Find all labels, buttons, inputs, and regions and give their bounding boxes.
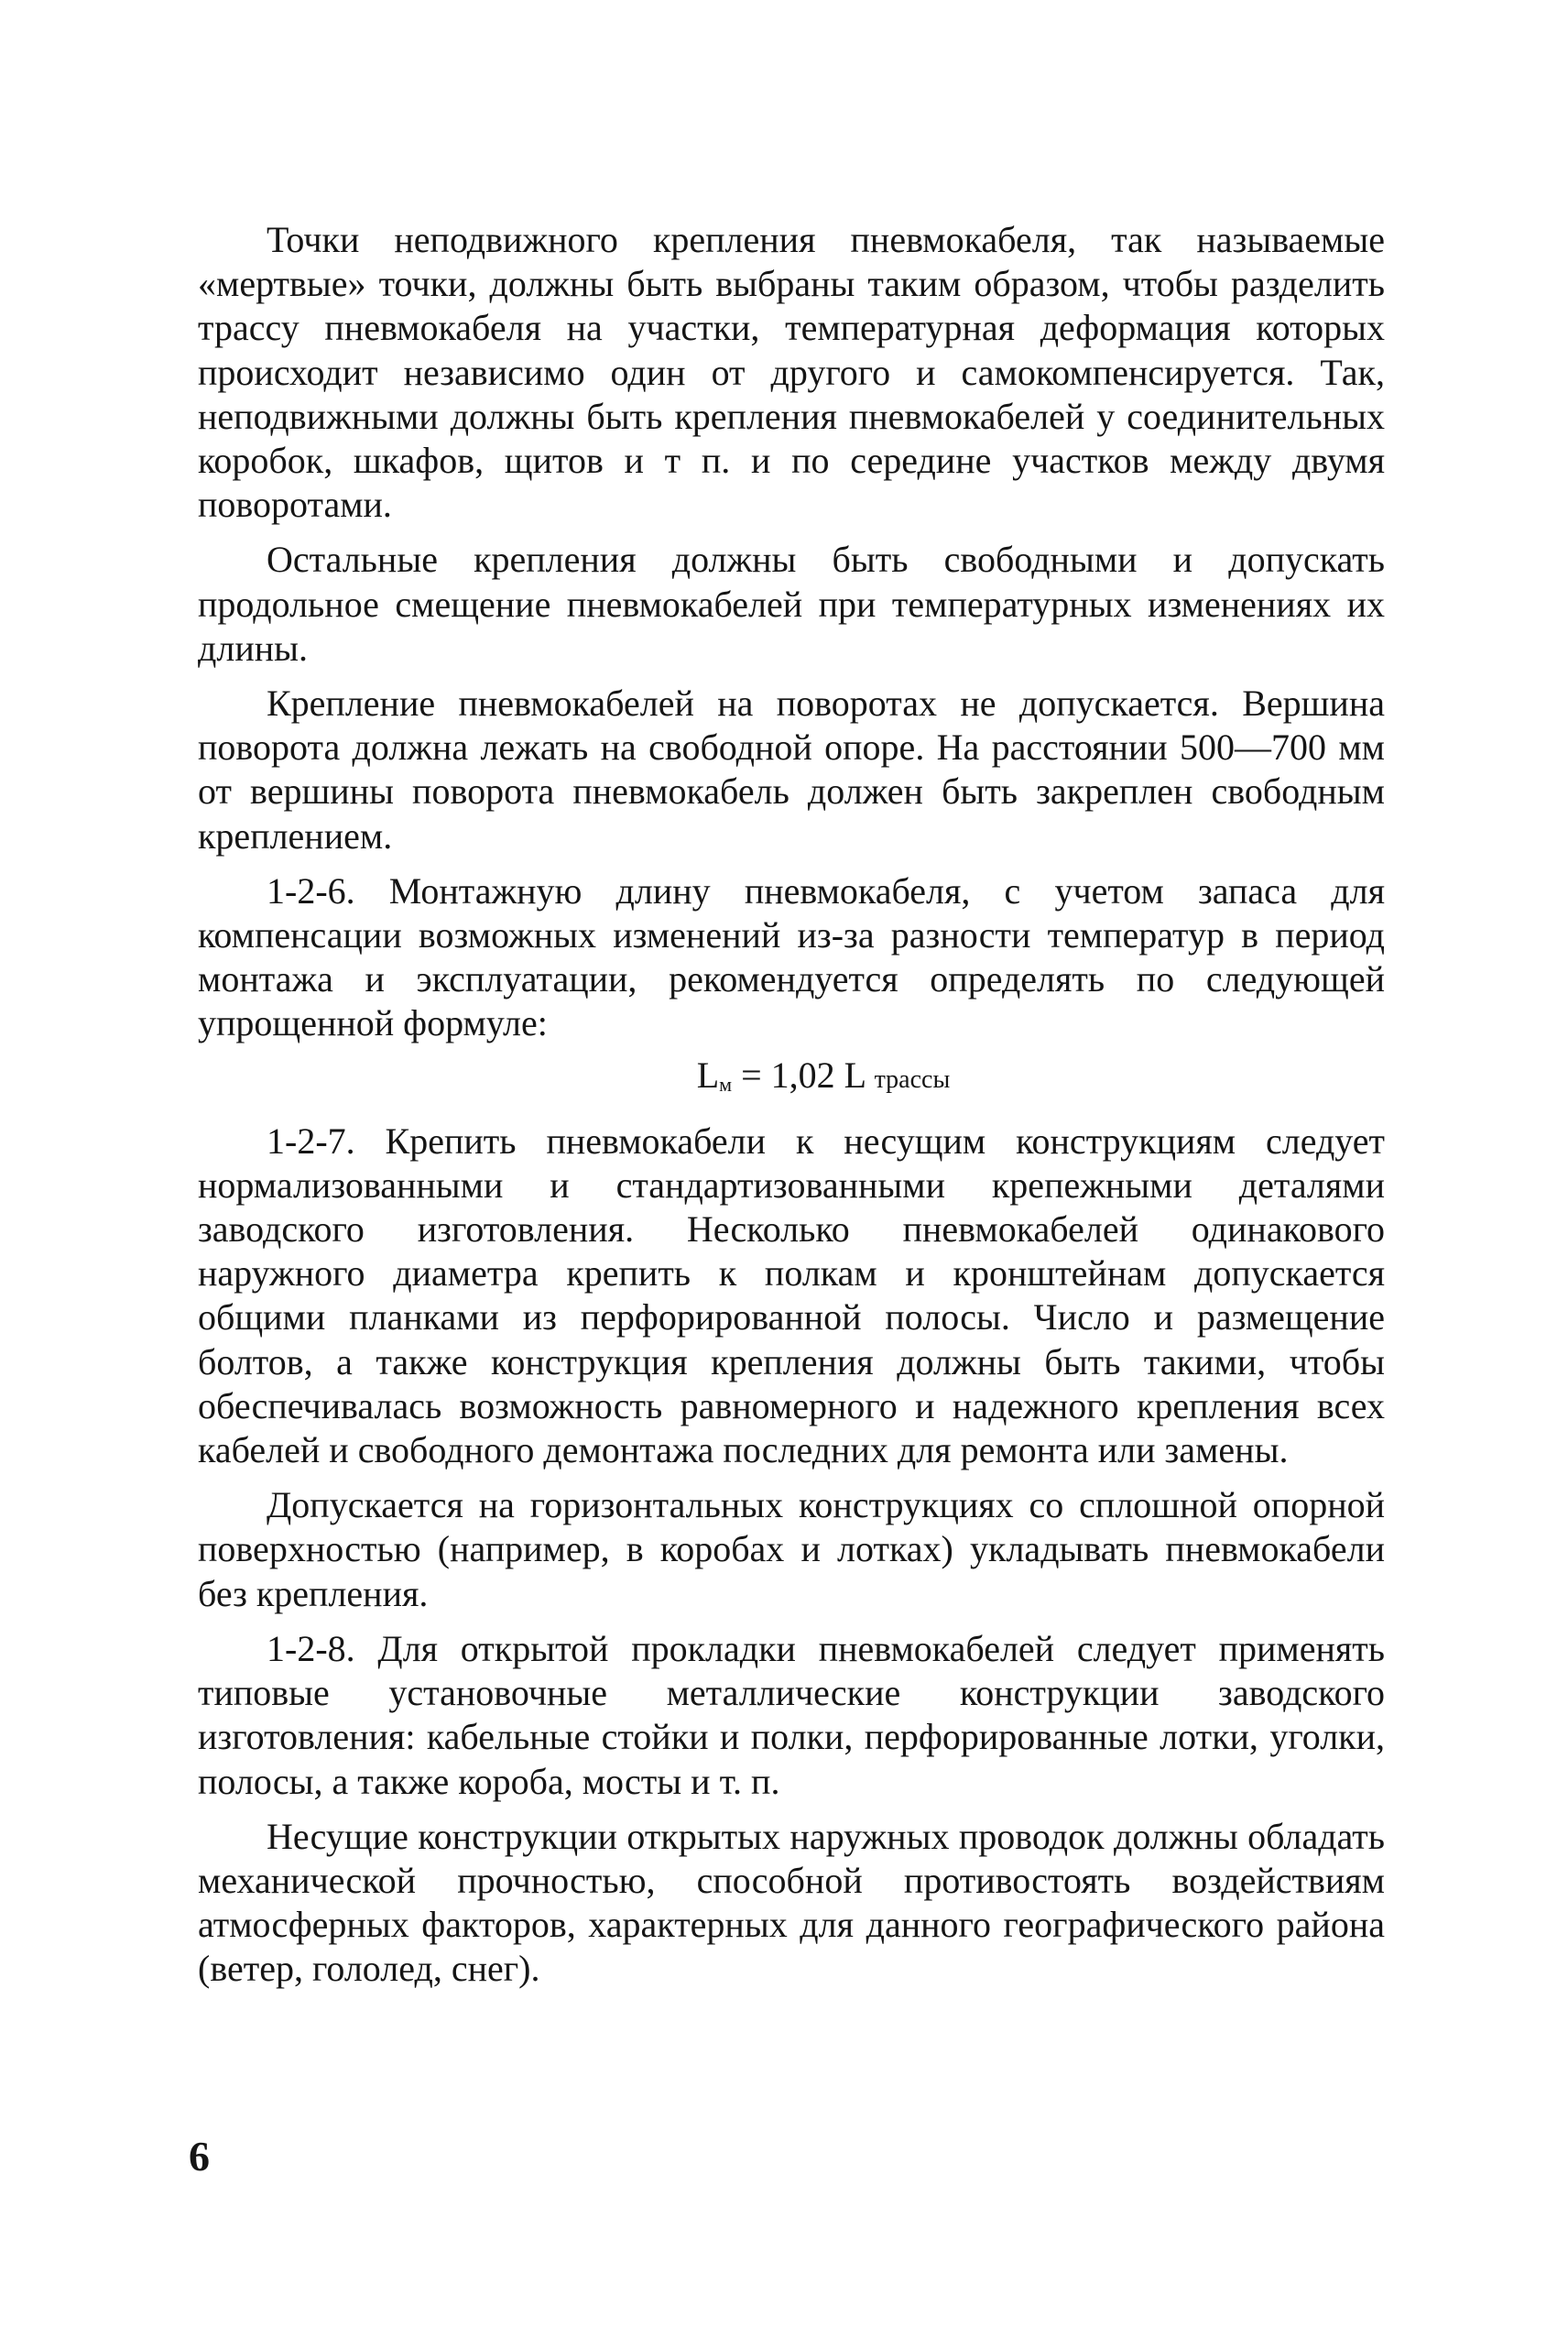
paragraph-fixed-points: Точки неподвижного крепления пневмокабеля, так называемые «мертвые» точки, должны быть выбраны таким образом, чтобы разделить трассу пневмокабеля на участки, температурная деформация которых происходит независимо один от другого и самокомпенсируется. Так, неподвижными должны быть крепления пневмокабелей у соединительных коробок, шкафов, щитов и т п. и по середине участков между двумя поворотами.	[198, 219, 1385, 526]
formula-coefficient: = 1,02 L	[732, 1054, 875, 1096]
paragraph-load-bearing-structures: Несущие конструкции открытых наружных проводок должны обладать механической прочностью, способной противостоять воздействиям атмосферных факторов, характерных для данного географического района (ветер, гололед, снег).	[198, 1815, 1385, 1990]
mounting-length-formula	[198, 1054, 1385, 1107]
paragraph-horizontal-structures: Допускается на горизонтальных конструкциях со сплошной опорной поверхностью (например, в коробах и лотках) укладывать пневмокабели без крепления.	[198, 1484, 1385, 1614]
paragraph-1-2-7: 1-2-7. Крепить пневмокабели к несущим конструкциям следует нормализованными и стандартизованными крепежными деталями заводского изготовления. Несколько пневмокабелей одинакового наружного диаметра крепить к полкам и кронштейнам допускается общими планками из перфорированной полосы. Число и размещение болтов, а также конструкция крепления должны быть такими, чтобы обеспечивалась возможность равномерного и надежного крепления всех кабелей и свободного демонтажа последних для ремонта или замены.	[198, 1120, 1385, 1471]
body-text	[198, 218, 1385, 1992]
page-number: 6	[189, 2133, 210, 2180]
formula-rhs-word: трассы	[874, 1065, 951, 1094]
paragraph-1-2-8: 1-2-8. Для открытой прокладки пневмокабелей следует применять типовые установочные металлические конструкции заводского изготовления: кабельные стойки и полки, перфорированные лотки, уголки, полосы, а также короба, мосты и т. п.	[198, 1627, 1385, 1802]
paragraph-turns: Крепление пневмокабелей на поворотах не допускается. Вершина поворота должна лежать на свободной опоре. На расстоянии 500—700 мм от вершины поворота пневмокабель должен быть закреплен свободным креплением.	[198, 683, 1385, 857]
paragraph-other-fastenings: Остальные крепления должны быть свободными и допускать продольное смещение пневмокабелей при температурных изменениях их длины.	[198, 539, 1385, 669]
paragraph-1-2-6: 1-2-6. Монтажную длину пневмокабеля, с учетом запаса для компенсации возможных изменений из-за разности температур в период монтажа и эксплуатации, рекомендуется определять по следующей упрощенной формуле:	[198, 869, 1385, 1044]
formula-lhs-symbol: L	[696, 1054, 720, 1096]
formula-lhs-subscript: м	[719, 1072, 733, 1096]
